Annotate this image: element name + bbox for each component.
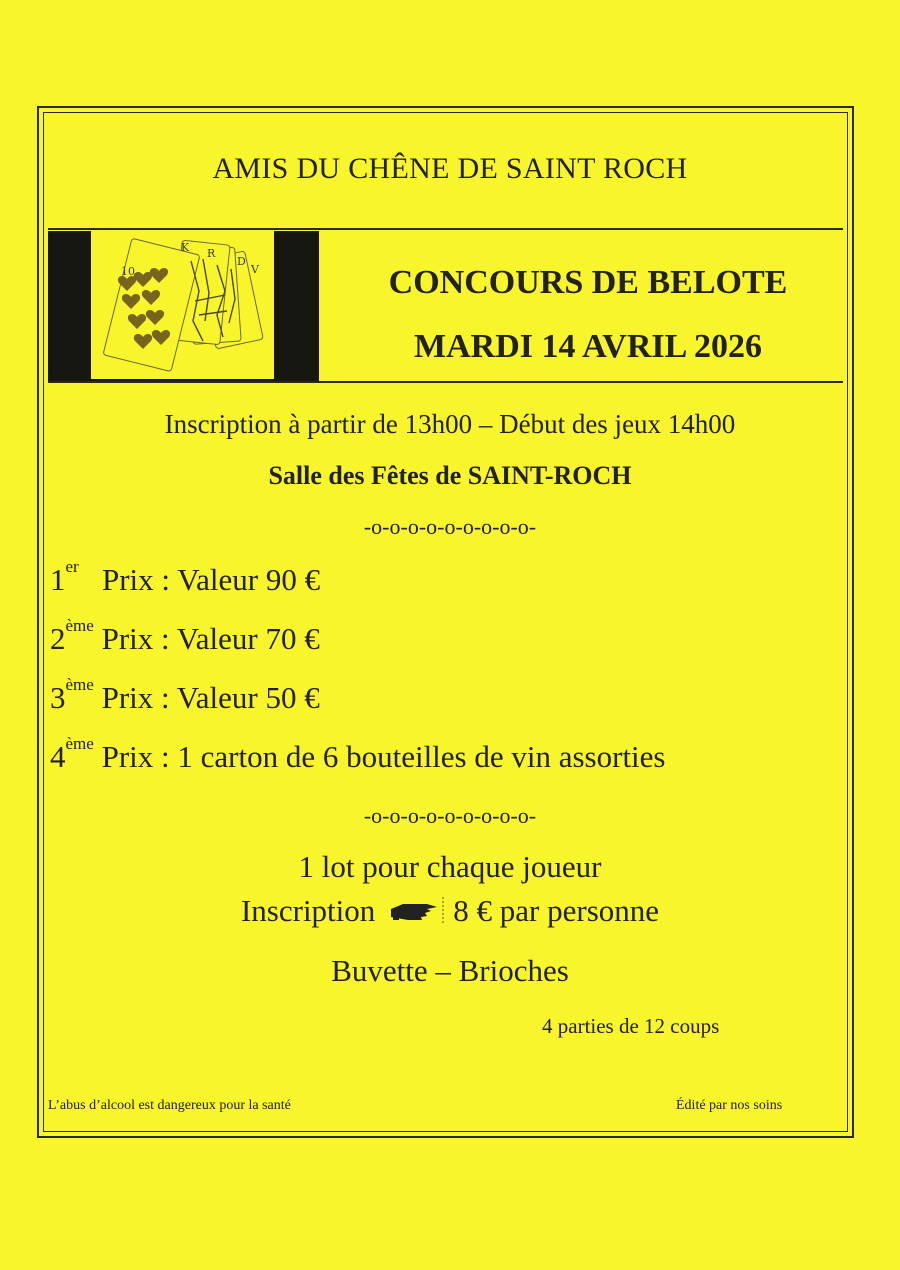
lot-per-player: 1 lot pour chaque joueur [298,849,602,884]
event-date: MARDI 14 AVRIL 2026 [414,328,762,365]
banner-bottom-rule [48,381,843,383]
event-venue: Salle des Fêtes de SAINT-ROCH [268,461,632,490]
event-schedule: Inscription à partir de 13h00 – Début des jeux 14h00 [164,409,736,439]
inscription-price: 8 € par personne [453,893,660,928]
card-index-k-icon: K [181,241,190,254]
refreshments: Buvette – Brioches [331,953,569,988]
separator-bottom: -o-o-o-o-o-o-o-o-o- [363,803,537,828]
card-index-v-icon: V [251,263,259,276]
prize-4: 4ème Prix : 1 carton de 6 bouteilles de vin assorties [50,734,666,774]
inscription-label: Inscription [240,893,376,928]
card-index-10-icon: 10 [121,265,135,278]
rounds-info: 4 parties de 12 coups [542,1014,720,1038]
banner-top-rule [48,228,843,230]
pointing-hand-icon [389,895,445,933]
separator-top: -o-o-o-o-o-o-o-o-o- [363,514,537,539]
publisher-credit: Édité par nos soins [676,1098,783,1113]
card-ten-hearts-icon [103,238,200,371]
card-index-r-icon: R [207,247,216,260]
card-index-d-icon: D [237,255,246,268]
prize-1: 1er Prix : Valeur 90 € [50,557,321,597]
association-name: AMIS DU CHÊNE DE SAINT ROCH [212,152,688,185]
prize-3: 3ème Prix : Valeur 50 € [50,675,320,715]
event-title: CONCOURS DE BELOTE [388,264,788,301]
inscription-line [0,893,900,933]
alcohol-warning: L’abus d’alcool est dangereux pour la santé [48,1098,291,1113]
playing-cards-illustration [91,231,274,379]
prize-2: 2ème Prix : Valeur 70 € [50,616,320,656]
